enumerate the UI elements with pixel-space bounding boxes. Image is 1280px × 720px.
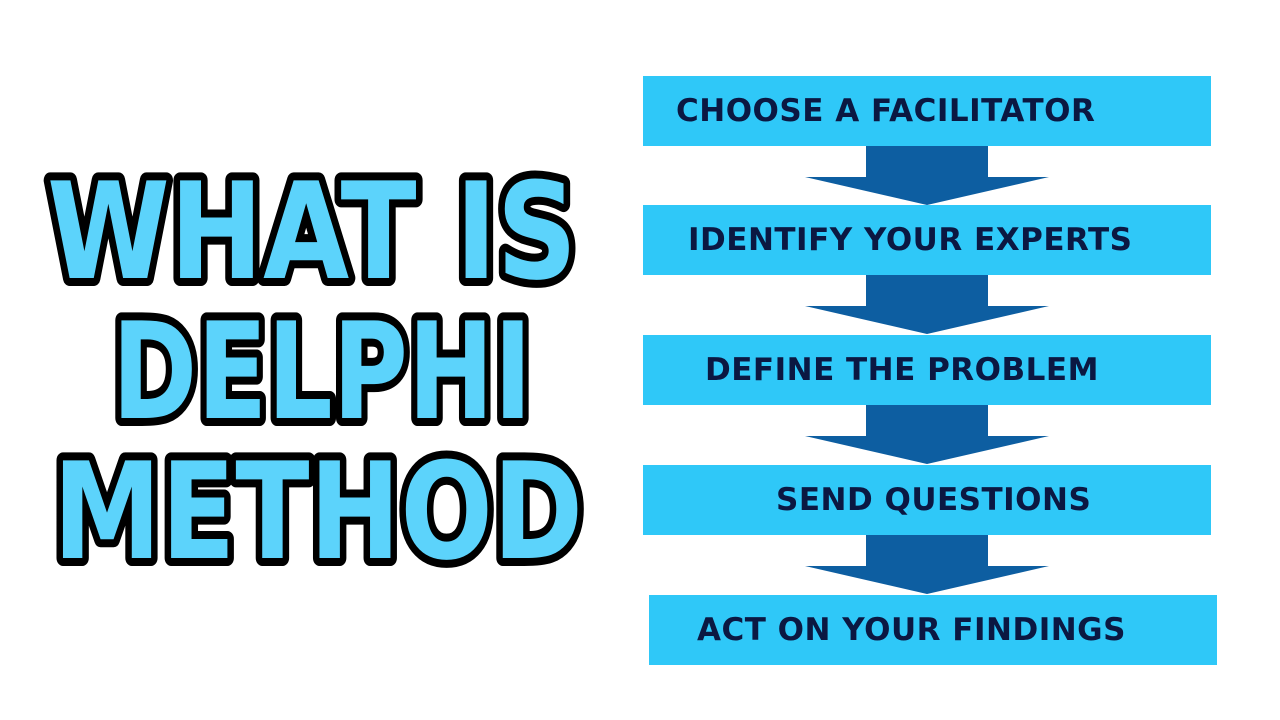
- step-box: [649, 595, 1217, 665]
- step-box: [643, 76, 1211, 146]
- title-line-what-is: WHAT IS: [47, 154, 577, 310]
- step-label: CHOOSE A FACILITATOR: [676, 93, 1096, 129]
- step-box: [643, 465, 1211, 535]
- step-label: DEFINE THE PROBLEM: [705, 352, 1099, 388]
- arrow-down-icon: [805, 275, 1049, 334]
- title-line-method: METHOD: [53, 434, 583, 590]
- arrow-down-icon: [805, 146, 1049, 205]
- arrow-down-icon: [805, 405, 1049, 464]
- step-label: SEND QUESTIONS: [776, 482, 1092, 518]
- step-box: [643, 205, 1211, 275]
- step-box: [643, 335, 1211, 405]
- step-label: ACT ON YOUR FINDINGS: [697, 612, 1126, 648]
- step-label: IDENTIFY YOUR EXPERTS: [688, 222, 1133, 258]
- arrow-down-icon: [805, 535, 1049, 594]
- title-line-delphi: DELPHI: [112, 294, 532, 450]
